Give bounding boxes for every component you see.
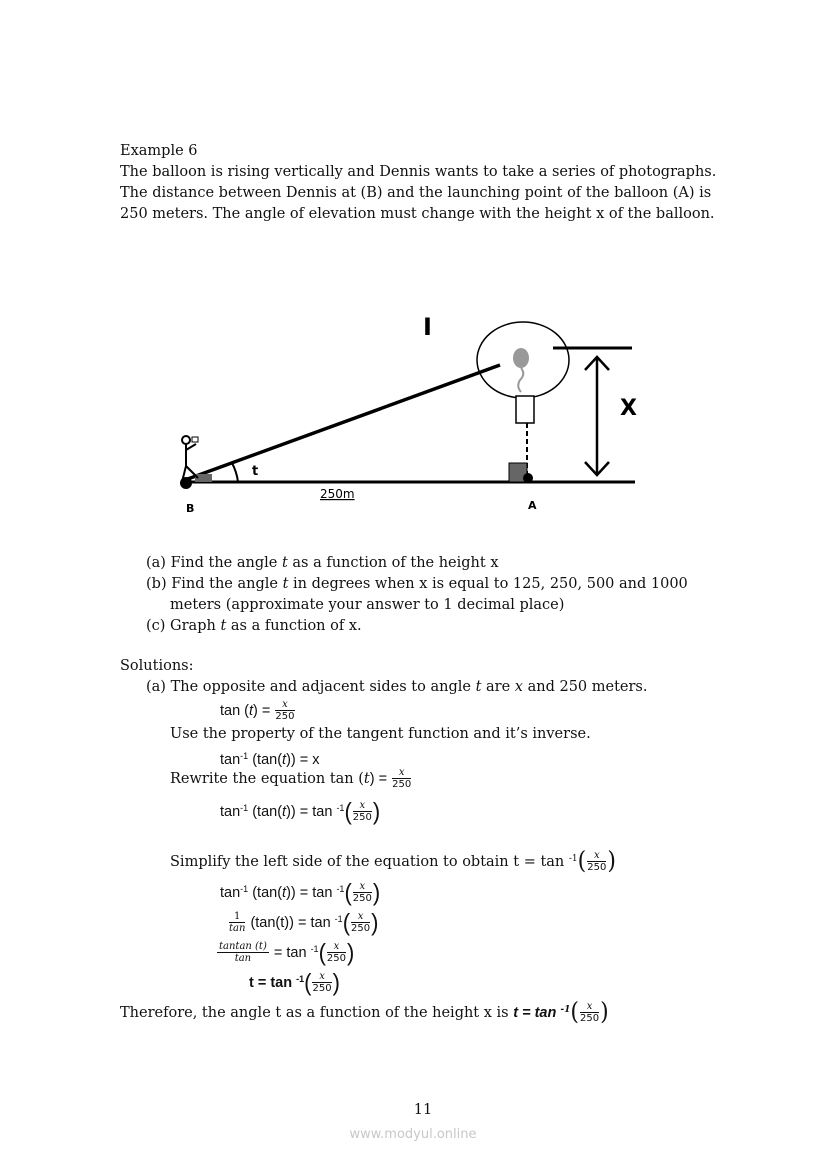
use-property-text: Use the property of the tangent function and it’s inverse. [170,726,591,742]
conclusion-text: Therefore, the angle t as a function of the height x is t = tan $^{-1}$( $\frac{x}{250}$ ) [120,998,609,1027]
watermark: www.modyul.online [349,1127,477,1142]
label-i: I [423,313,432,341]
label-a: A [528,499,537,512]
problem-line-1: The balloon is rising vertically and Dennis wants to take a series of photographs. [120,164,717,180]
equation-inverse: $\tan^{-1} (\tan(t)) = x$ [220,751,320,768]
balloon-icon [513,348,529,368]
equation-result: t = tan $^{-1}$( $\frac{x}{250}$ ) [249,968,340,997]
angle-arc [232,463,238,482]
rewrite-text: Rewrite the equation tan (t) = $\frac{x}{250}$ [170,767,412,790]
equation-step-2: $\tan^{-1} (\tan(t)) = \tan ^{-1}$( $\frac{x}{250}$ ) [220,878,381,907]
label-x: X [620,396,637,421]
equation-step-3: $\frac{1}{\tan}$ (tan(t)) = tan $^{-1}$( $\frac{x}{250}$ ) [229,908,379,937]
point-a [523,473,533,483]
height-arrow [585,357,609,475]
equation-tan-t: tan (t) = $\frac{x}{250}$ [220,699,295,722]
equation-step-1: $\tan^{-1} (\tan(t)) = \tan ^{-1}$( $\frac{x}{250}$ ) [220,797,381,826]
line-of-sight [185,365,500,480]
label-t: t [252,464,259,479]
question-b-cont: meters (approximate your answer to 1 decimal place) [170,597,565,613]
equation-step-4: $\frac{\text{tantan (t)}}{\tan}$ = tan $^{-1}$( $\frac{x}{250}$ ) [219,938,355,967]
problem-line-2: The distance between Dennis at (B) and the launching point of the balloon (A) is [120,185,712,201]
question-b: (b) Find the angle t in degrees when x is equal to 125, 250, 500 and 1000 [146,576,688,592]
solutions-heading: Solutions: [120,658,194,674]
problem-line-3: 250 meters. The angle of elevation must change with the height x of the balloon. [120,206,715,222]
simplify-text: Simplify the left side of the equation to obtain t = tan $^{-1}$( $\frac{x}{250}$ ) [170,847,616,876]
balloon-basket [516,396,534,423]
question-a: (a) Find the angle t as a function of the height x [146,555,499,571]
page-number: 11 [413,1102,433,1118]
photographer-icon [182,436,198,482]
question-c: (c) Graph t as a function of x. [146,618,362,634]
balloon-diagram [170,300,650,520]
example-title: Example 6 [120,143,198,159]
solution-a: (a) The opposite and adjacent sides to angle t are x and 250 meters. [146,679,648,695]
label-distance: 250m [320,487,355,501]
label-b: B [186,502,195,515]
